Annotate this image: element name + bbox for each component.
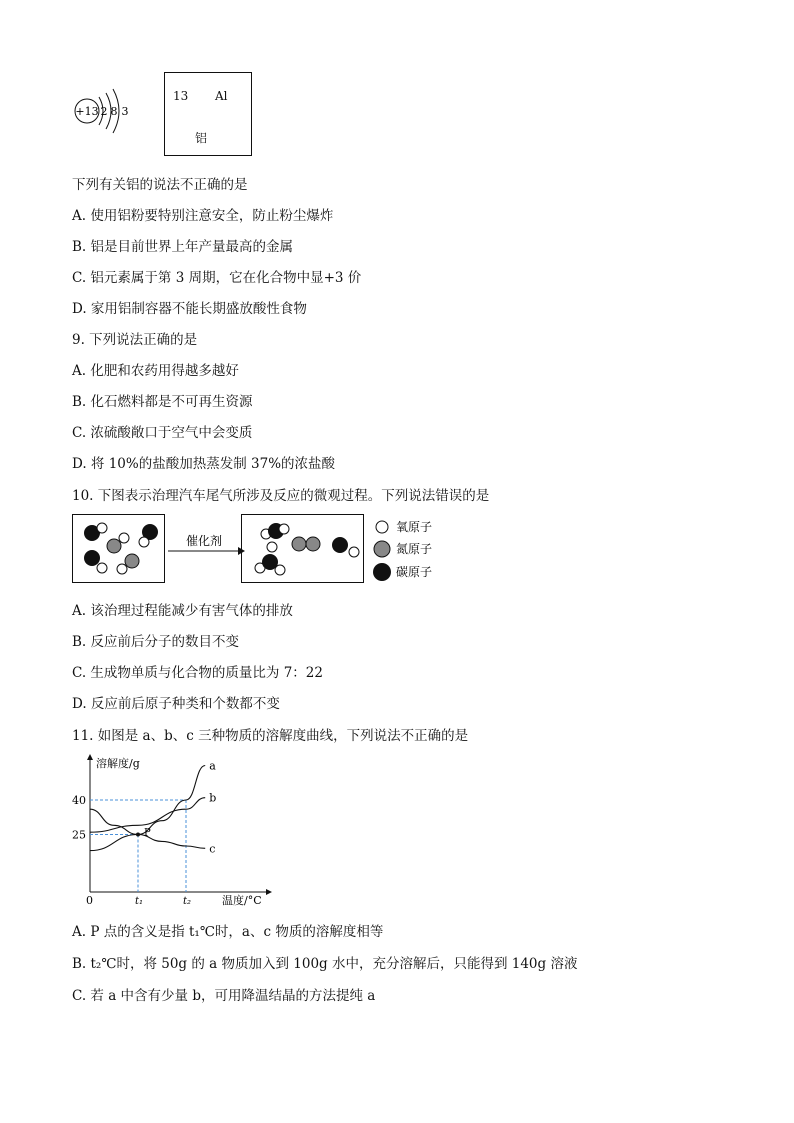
catalyst-label: 催化剂 xyxy=(185,534,223,548)
nitrogen-atom xyxy=(125,554,139,568)
product-molecules xyxy=(255,523,359,575)
atom-structure-diagram xyxy=(70,84,140,138)
reactant-molecules xyxy=(84,523,158,574)
x-axis-arrow xyxy=(266,889,272,895)
y-tick-40: 40 xyxy=(72,794,86,807)
shell-count-3: 3 xyxy=(121,105,129,118)
question-8-stem: 下列有关铝的说法不正确的是 xyxy=(72,177,248,193)
nitrogen-atom xyxy=(107,539,121,553)
nitrogen-atom xyxy=(292,537,306,551)
oxygen-atom xyxy=(97,523,107,533)
series-a-label: a xyxy=(209,759,216,773)
question-10-option-d: D. 反应前后原子种类和个数都不变 xyxy=(72,696,280,712)
oxygen-atom xyxy=(139,537,149,547)
chart-marks xyxy=(72,760,216,908)
question-11-option-c: C. 若 a 中含有少量 b，可用降温结晶的方法提纯 a xyxy=(72,988,376,1004)
legend-nitrogen-icon xyxy=(374,541,390,557)
element-number: 13 xyxy=(173,89,189,103)
legend-carbon-label: 碳原子 xyxy=(396,565,433,579)
x-tick-t1: t₁ xyxy=(135,896,144,907)
question-8-option-a: A. 使用铝粉要特别注意安全，防止粉尘爆炸 xyxy=(72,208,334,224)
reaction-diagram xyxy=(72,512,452,586)
y-axis-arrow xyxy=(87,754,93,760)
point-p xyxy=(136,833,140,837)
oxygen-atom xyxy=(117,564,127,574)
question-10-option-b: B. 反应前后分子的数目不变 xyxy=(72,634,240,650)
point-p-label: P xyxy=(144,827,151,839)
legend-oxygen-label: 氧原子 xyxy=(396,520,433,534)
x-tick-t2: t₂ xyxy=(183,896,192,907)
y-tick-25: 25 xyxy=(72,828,86,842)
question-9-option-b: B. 化石燃料都是不可再生资源 xyxy=(72,394,253,410)
nitrogen-atom xyxy=(306,537,320,551)
series-c-label: c xyxy=(209,842,216,856)
element-symbol: Al xyxy=(215,89,228,103)
question-11-option-b: B. t₂℃时，将 50g 的 a 物质加入到 100g 水中，充分溶解后，只能得到 140g 溶液 xyxy=(72,956,578,972)
legend-carbon-icon xyxy=(373,563,391,581)
oxygen-atom xyxy=(119,533,129,543)
legend-nitrogen-label: 氮原子 xyxy=(396,542,433,556)
question-8-option-b: B. 铝是目前世界上年产量最高的金属 xyxy=(72,239,294,255)
oxygen-atom xyxy=(275,565,285,575)
element-name: 铝 xyxy=(195,131,208,145)
nucleus-charge: +13 xyxy=(75,105,99,118)
oxygen-atom xyxy=(267,542,277,552)
carbon-atom xyxy=(84,550,100,566)
oxygen-atom xyxy=(279,524,289,534)
element-cell xyxy=(164,72,252,156)
question-9-option-a: A. 化肥和农药用得越多越好 xyxy=(72,363,239,379)
question-10-option-c: C. 生成物单质与化合物的质量比为 7：22 xyxy=(72,665,323,681)
question-11-stem: 11. 如图是 a、b、c 三种物质的溶解度曲线，下列说法不正确的是 xyxy=(72,728,469,744)
question-9-option-c: C. 浓硫酸敞口于空气中会变质 xyxy=(72,425,253,441)
question-11-option-a: A. P 点的含义是指 t₁℃时，a、c 物质的溶解度相等 xyxy=(72,924,384,940)
shell-count-2: 8 xyxy=(110,105,118,118)
origin-label: 0 xyxy=(86,894,93,907)
y-axis-label: 溶解度/g xyxy=(96,757,140,770)
question-8-option-d: D. 家用铝制容器不能长期盛放酸性食物 xyxy=(72,301,307,317)
question-9-stem: 9. 下列说法正确的是 xyxy=(72,332,198,348)
series-b-label: b xyxy=(209,791,217,805)
solubility-chart xyxy=(68,752,288,912)
carbon-atom xyxy=(332,537,348,553)
question-10-stem: 10. 下图表示治理汽车尾气所涉及反应的微观过程。下列说法错误的是 xyxy=(72,488,490,504)
shell-count-1: 2 xyxy=(100,105,108,118)
legend-oxygen-icon xyxy=(376,521,388,533)
oxygen-atom xyxy=(97,563,107,573)
question-9-option-d: D. 将 10%的盐酸加热蒸发制 37%的浓盐酸 xyxy=(72,456,336,472)
x-axis-label: 温度/°C xyxy=(222,894,262,907)
question-8-option-c: C. 铝元素属于第 3 周期，它在化合物中显+3 价 xyxy=(72,270,362,286)
oxygen-atom xyxy=(349,547,359,557)
question-10-option-a: A. 该治理过程能减少有害气体的排放 xyxy=(72,603,293,619)
